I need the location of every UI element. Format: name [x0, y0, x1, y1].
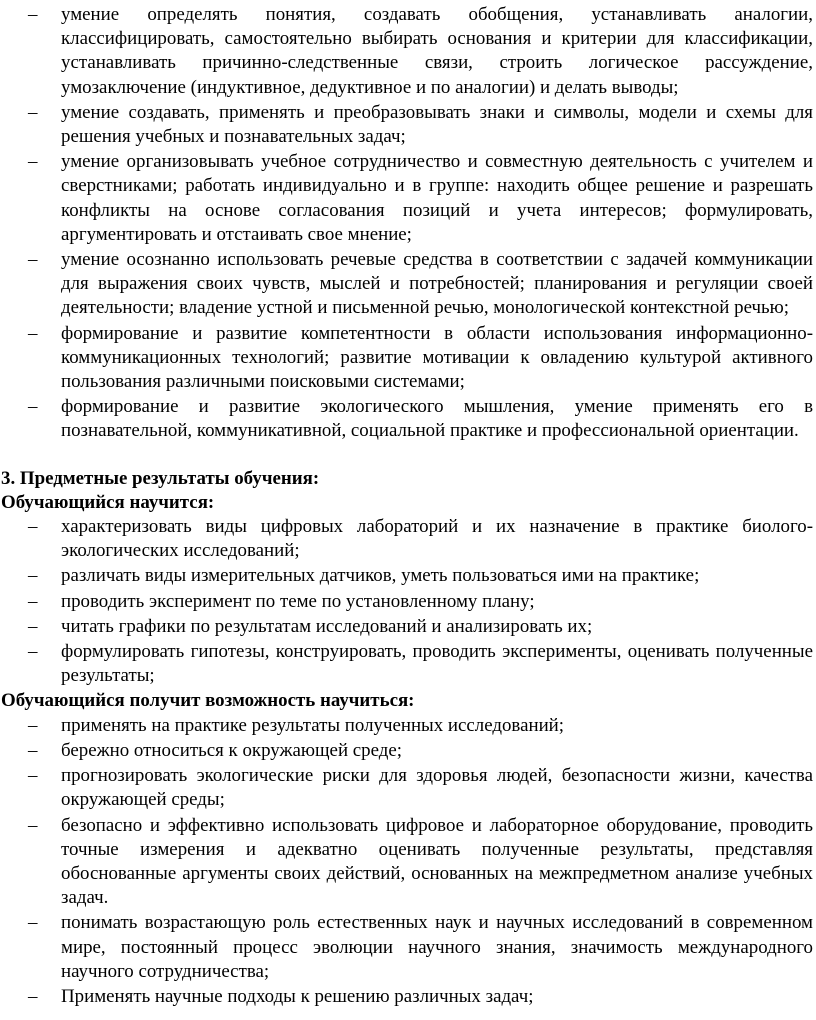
list-item-text: прогнозировать экологические риски для здоровья людей, безопасности жизни, качества окружающей среды;: [61, 765, 813, 811]
dash-bullet-icon: –: [28, 101, 38, 123]
list-item: [0, 150, 816, 247]
list-item-text: применять на практике результаты полученных исследований;: [61, 714, 565, 736]
list-item-text: бережно относиться к окружающей среде;: [61, 739, 402, 761]
list-item: [0, 764, 816, 812]
list-item-text: безопасно и эффективно использовать цифровое и лабораторное оборудование, проводить точные измерения и адекватно оценивать полученные результаты, представляя обоснованные аргументы своих действий, основанных на межпредметном анализе учебных задач.: [61, 814, 813, 909]
list-item-text: Применять научные подходы к решению различных задач;: [61, 985, 534, 1007]
list-item-text: умение организовывать учебное сотрудничество и совместную деятельность с учителем и сверстниками; работать индивидуально и в группе: находить общее решение и разрешать конфликты на основе согласования позиций и учета интересов; формулировать, аргументировать и отстаивать свое мнение;: [61, 151, 813, 245]
list-item: [0, 395, 816, 443]
dash-bullet-icon: –: [28, 322, 38, 344]
dash-bullet-icon: –: [28, 565, 38, 587]
dash-bullet-icon: –: [28, 4, 38, 25]
list-item: [0, 322, 816, 395]
dash-bullet-icon: –: [28, 912, 38, 934]
dash-bullet-icon: –: [28, 814, 38, 836]
list-item: [0, 248, 816, 321]
dash-bullet-icon: –: [28, 714, 38, 736]
list-item: [0, 615, 816, 639]
dash-bullet-icon: –: [28, 151, 38, 173]
section-heading: 3. Предметные результаты обучения:: [1, 467, 320, 489]
list-item: [0, 911, 816, 984]
dash-bullet-icon: –: [28, 396, 38, 418]
list-item-text: формулировать гипотезы, конструировать, проводить эксперименты, оценивать полученные результаты;: [61, 641, 813, 687]
list-item-text: различать виды измерительных датчиков, уметь пользоваться ими на практике;: [61, 565, 700, 587]
list-item: [0, 814, 816, 911]
list-item: [0, 515, 816, 563]
list-item-text: умение создавать, применять и преобразовывать знаки и символы, модели и схемы для решения учебных и познавательных задач;: [61, 101, 813, 148]
opportunity-list: [0, 714, 816, 1009]
list-item: [0, 714, 816, 738]
list-item-text: формирование и развитие компетентности в области использования информационно-коммуникационных технологий; развитие мотивации к овладению культурой активного пользования различными поисковыми системами;: [61, 322, 813, 393]
dash-bullet-icon: –: [28, 516, 38, 538]
list-item-text: проводить эксперимент по теме по установленному плану;: [61, 590, 535, 612]
list-item-text: понимать возрастающую роль естественных наук и научных исследований в современном мире, постоянный процесс эволюции научного знания, значимость международного научного сотрудничества;: [61, 912, 813, 982]
dash-bullet-icon: –: [28, 249, 38, 271]
section-gap: [0, 445, 816, 467]
list-item-text: умение осознанно использовать речевые средства в соответствии с задачей коммуникации для выражения своих чувств, мыслей и потребностей; планирования и регуляции своей деятельности; владение устной и письменной речью, монологической контекстной речью;: [61, 249, 813, 319]
dash-bullet-icon: –: [28, 641, 38, 663]
list-item-text: читать графики по результатам исследований и анализировать их;: [61, 615, 593, 637]
list-item: [0, 101, 816, 149]
list-item: [0, 564, 816, 588]
dash-bullet-icon: –: [28, 590, 38, 612]
list-item-text: формирование и развитие экологического мышления, умение применять его в познавательной, коммуникативной, социальной практике и профессиональной ориентации.: [61, 396, 813, 442]
list-item: [0, 590, 816, 614]
opportunity-heading: Обучающийся получит возможность научиться:: [1, 690, 415, 712]
list-item: [0, 985, 816, 1009]
dash-bullet-icon: –: [28, 765, 38, 787]
list-item-text: характеризовать виды цифровых лабораторий и их назначение в практике биолого-экологических исследований;: [61, 516, 813, 562]
dash-bullet-icon: –: [28, 985, 38, 1007]
dash-bullet-icon: –: [28, 615, 38, 637]
will-learn-heading: Обучающийся научится:: [1, 491, 215, 513]
metasubject-list: [0, 3, 816, 444]
list-item: [0, 739, 816, 763]
will-learn-list: [0, 515, 816, 688]
list-item: [0, 640, 816, 688]
list-item: [0, 3, 816, 100]
dash-bullet-icon: –: [28, 739, 38, 761]
list-item-text: умение определять понятия, создавать обобщения, устанавливать аналогии, классифицировать, самостоятельно выбирать основания и критерии для классификации, устанавливать причинно-следственные связи, строить логическое рассуждение, умозаключение (индуктивное, дедуктивное и по аналогии) и делать выводы;: [61, 4, 813, 98]
